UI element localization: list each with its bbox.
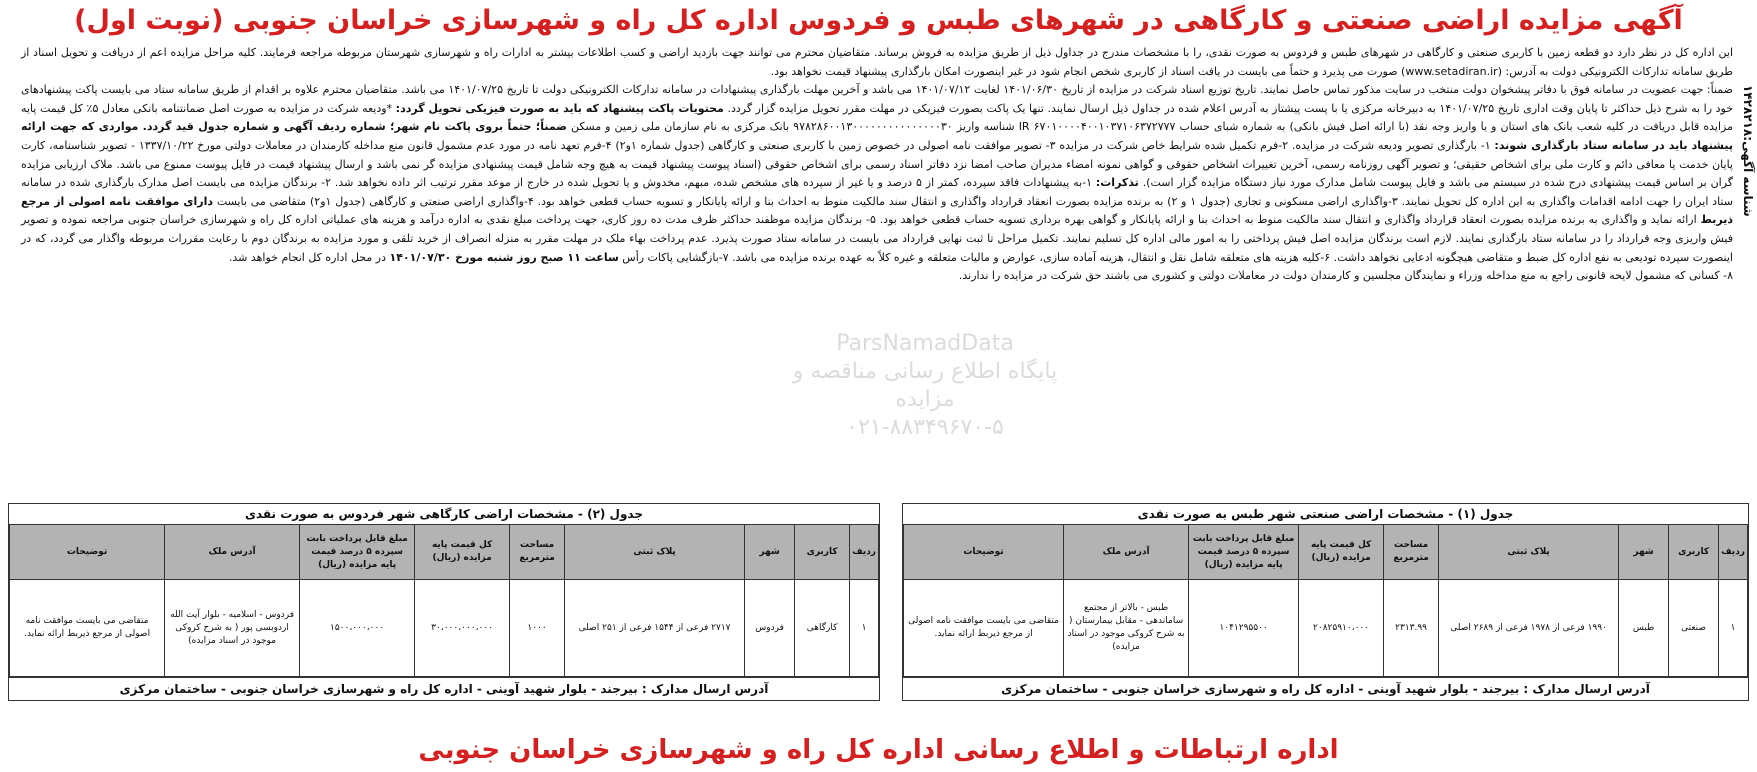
col-header: کاربری <box>795 525 850 580</box>
col-header: ردیف <box>1719 525 1748 580</box>
table-cell: ۱ <box>850 580 879 677</box>
bold-text: محتویات پاکت پیشنهاد که باید به صورت فیزیکی تحویل گردد: <box>395 101 724 115</box>
paragraph: این اداره کل در نظر دارد دو قطعه زمین با کاربری صنعتی و کارگاهی در شهرهای طبس و فردوس به صورت نقدی، را با مشخصات مندرج در جداول ذیل از طریق مزایده به فروش برساند. متقاضیان محترم می توانند جهت بازدید اراضی و کسب اطلاعات بیشتر به ادارات راه و شهرسازی شهرستان مربوطه مراجعه فرمایند. کلیه مراحل مزایده اعم از دریافت و تحویل اسناد از طریق سامانه تدارکات الکترونیکی دولت به آدرس: (www.setadiran.ir) صورت می پذیرد و حتماً می بایست در یافت اسناد از کاربری شخص انجام شود در غیر اینصورت امکان بارگذاری پیشنهاد قیمت نخواهد بود. <box>21 46 1733 78</box>
bold-text: دارای موافقت نامه اصولی از مرجع ذیربط <box>21 194 1734 227</box>
table-2 <box>8 503 880 701</box>
col-header: مبلغ قابل پرداخت بابت سپرده ۵ درصد قیمت پایه مزایده (ریال) <box>1189 525 1299 580</box>
ad-id-vertical: شناسه آگهی:۱۴۲۸۲۱۸ <box>1741 85 1755 217</box>
table-cell: فردوس - اسلامیه - بلوار آیت الله اردوبسی پور ( به شرح کروکی موجود در اسناد مزایده) <box>165 580 300 677</box>
table-cell: ۲۳۱۳.۹۹ <box>1384 580 1439 677</box>
col-header: ردیف <box>850 525 879 580</box>
table-cell: ۱۹۹۰ فرعی از ۱۹۷۸ فرعی از ۲۶۸۹ اصلی <box>1439 580 1619 677</box>
col-header: شهر <box>745 525 795 580</box>
table-title: جدول (۲) - مشخصات اراضی کارگاهی شهر فردوس به صورت نقدی <box>244 507 644 521</box>
table-cell: کارگاهی <box>795 580 850 677</box>
table-cell: ۱ <box>1719 580 1748 677</box>
watermark: ParsNamadData پایگاه اطلاع رسانی مناقصه و مزایده ۰۲۱-۸۸۳۴۹۶۷۰-۵ <box>792 331 1058 440</box>
col-header: مبلغ قابل پرداخت بابت سپرده ۵ درصد قیمت پایه مزایده (ریال) <box>300 525 415 580</box>
table-cell: طبس <box>1619 580 1669 677</box>
table-cell: ۱۵۰۰،۰۰۰،۰۰۰ <box>300 580 415 677</box>
paragraph: ضمناً: جهت عضویت در سامانه فوق با دفاتر پیشخوان دولت منتخب در سایت مذکور تماس حاصل نمایند. تاریخ توزیع اسناد شرکت در مزایده از تاریخ ۱۴۰۱/۰۶/۳۰ لغایت ۱۴۰۱/۰۷/۱۲ می باشد و آخرین مهلت بارگذاری پیشنهادات در سامانه تدارکات الکترونیکی دولت تا تاریخ ۱۴۰۱/۰۷/۲۵ می باشد. متقاضیان محترم علاوه بر اقدام از طریق سامانه ستاد می بایست پاکت پیشنهادهای خود را به شرح ذیل حداکثر تا پایان وقت اداری تاریخ ۱۴۰۱/۰۷/۲۵ به دبیرخانه مرکزی یا با پست پیشتاز به آدرس اعلام شده در جداول ذیل ارسال نمایند. تنها یک پاکت بصورت فیزیکی در مهلت مقرر تحویل مزایده گزار گردد. محتویات پاکت پیشنهاد که باید به صورت فیزیکی تحویل گردد: *ودیعه شرکت در مزایده به صورت اصل ضمانتنامه بانکی معادل ۵٪ کل قیمت پایه مزایده قابل دریافت در کلیه شعب بانک های استان و یا واریز وجه نقد (با ارائه اصل فیش بانکی) به شماره شبای حساب IR ۶۷۰۱۰۰۰۰۴۰۰۱۰۳۷۱۰۶۳۷۲۷۷۷ شناسه واریز ۹۷۸۲۸۶۰۰۱۳۰۰۰۰۰۰۰۰۰۰۰۰۰۰۰۳۰ بانک مرکزی به نام سازمان ملی زمین و مسکن ضمناً؛ حتماً بروی پاکت نام شهر؛ شماره ردیف آگهی و شماره جدول قید گردد. مواردی که جهت ارائه پیشنهاد باید در سامانه ستاد بارگذاری شوند: ۱- بارگذاری تصویر ودیعه شرکت در مزایده. ۲-فرم تکمیل شده شرایط خاص شرکت در مزایده ۳- تصویر موافقت نامه اصولی در خصوص زمین با کاربری صنعتی و کارگاهی (جدول شماره ۱و۲) ۴-فرم تعهد نامه در مورد عدم مشمول قانون منع مداخله کارمندان در معاملات دولتی مورخ ۱۳۳۷/۱۰/۲۲ - تصویر شناسنامه، کارت پایان خدمت یا معافی دائم و کارت ملی برای اشخاص حقیقی؛ و تصویر آگهی روزنامه رسمی، آخرین تغییرات اشخاص حقوقی و گواهی نمونه امضاء مدیران صاحب امضا نزد دفاتر اسناد رسمی برای اشخاص حقوقی (اسناد پیوست پیشنهاد قیمت به هیچ وجه شامل قیمت پیشنهادی مزایده گر نمی باشد و ارسال پیشنهاد قیمت در فایل پیوست ممنوع می باشد. ملاک ارزیابی مزایده گران بر اساس قیمت پیشنهادی درج شده در سیستم می باشد و فایل پیوست شامل مدارک مورد نیاز دستگاه مزایده گزار است). تذکرات: ۱-به پیشنهادات فاقد سپرده، کمتر از ۵ درصد و یا غیر از سپرده های مشخص شده، مبهم، مخدوش و یا تحویل شده در خارج از موعد مقرر ترتیب اثر داده نخواهد شد. ۲- برندگان مزایده می بایست اصل مدارک بارگذاری شده در سامانه ستاد ایران را جهت ادامه اقدامات واگذاری به این اداره کل تحویل نمایند. ۳-واگذاری اراضی مسکونی و تجاری (جدول ۱ و ۲) به برنده مزایده بصورت انعقاد قرارداد واگذاری و انتقال سند مالکیت منوط به احداث بنا و ارائه پایانکار و تسویه حساب قطعی خواهد بود. ۴-واگذاری اراضی صنعتی و کارگاهی (جدول ۱و۲) متقاضی می بایست دارای موافقت نامه اصولی از مرجع ذیربط ارائه نماید و واگذاری به برنده مزایده بصورت انعقاد قرارداد واگذاری و انتقال سند مالکیت منوط به احداث بنا و ارائه پایانکار و گواهی بهره برداری تسویه حساب قطعی خواهد بود. ۵- برندگان مزایده موظفند حداکثر ظرف مدت ده روز کاری، جهت پرداخت مبلغ نقدی به اداره درآمد و هزینه های عملیاتی اداره کل راه و شهرسازی خراسان جنوبی مراجعه نموده و تصویر فیش واریزی وجه قرارداد را در سامانه ستاد بارگذاری نمایند. لازم است برندگان مزایده اصل فیش پرداختی را به امور مالی اداره کل تسلیم نمایند. تکمیل مراحل تا ثبت نهایی قرارداد می بایست در سامانه ستاد صورت پذیرد. عدم پرداخت بهاء ملک در مهلت مقرر به منزله انصراف از خرید تلقی و مورد مزایده به برندگان دوم با رعایت مقررات مربوطه واگذار می گردد، که در اینصورت سپرده تودیعی به نفع اداره کل ضبط و متقاضی هیچگونه ادعایی نخواهد داشت. ۶-کلیه هزینه های متعلقه شامل نقل و انتقال، هزینه آماده سازی، عوارض و مالیات متعلقه و غیره کلاً به عهده برنده مزایده می باشد. ۷-بازگشایی پاکات رأس ساعت ۱۱ صبح روز شنبه مورخ ۱۴۰۱/۰۷/۳۰ در محل اداره کل انجام خواهد شد. <box>21 83 1734 264</box>
col-header: کل قیمت پایه مزایده (ریال) <box>1299 525 1384 580</box>
send-address: آدرس ارسال مدارک : بیرجند - بلوار شهید آوینی - اداره کل راه و شهرسازی خراسان جنوبی - ساختمان مرکزی <box>9 677 879 700</box>
table-cell: صنعتی <box>1669 580 1719 677</box>
col-header: پلاک ثبتی <box>1439 525 1619 580</box>
paragraph: ۸- کسانی که مشمول لایحه قانونی راجع به منع مداخله وزراء و نمایندگان مجلسین و کارمندان دولت در معاملات دولتی و کشوری می باشند حق شرکت در مزایده را ندارند. <box>958 269 1733 283</box>
table-cell: متقاضی می بایست موافقت نامه اصولی از مرجع ذیربط ارائه نماید. <box>904 580 1064 677</box>
table-cell: ۳۰،۰۰۰،۰۰۰،۰۰۰ <box>415 580 510 677</box>
table-1 <box>902 503 1749 701</box>
data-table <box>903 524 1748 677</box>
table-row <box>10 580 879 677</box>
table-cell: متقاضی می بایست موافقت نامه اصولی از مرجع ذیربط ارائه نماید. <box>10 580 165 677</box>
table-cell: فردوس <box>745 580 795 677</box>
col-header: شهر <box>1619 525 1669 580</box>
col-header: مساحت مترمربع <box>510 525 565 580</box>
table-header-row <box>10 525 879 580</box>
table-row <box>904 580 1748 677</box>
col-header: پلاک ثبتی <box>565 525 745 580</box>
col-header: توضیحات <box>10 525 165 580</box>
send-address: آدرس ارسال مدارک : بیرجند - بلوار شهید آوینی - اداره کل راه و شهرسازی خراسان جنوبی - ساختمان مرکزی <box>903 677 1748 700</box>
table-header-row <box>904 525 1748 580</box>
table-cell: ۲۷۱۷ فرعی از ۱۵۴۴ فرعی از ۲۵۱ اصلی <box>565 580 745 677</box>
table-title: جدول (۱) - مشخصات اراضی صنعتی شهر طبس به صورت نقدی <box>1137 507 1514 521</box>
data-table <box>9 524 879 677</box>
ad-body <box>21 44 1733 286</box>
table-cell: ۱۰۰۰ <box>510 580 565 677</box>
bold-text: ضمناً؛ حتماً بروی پاکت نام شهر؛ شماره ردیف آگهی و شماره جدول قید گردد. مواردی که جهت ارائه پیشنهاد باید در سامانه ستاد بارگذاری شوند: <box>21 120 1733 152</box>
col-header: آدرس ملک <box>1064 525 1189 580</box>
ad-title: آگهی مزایده اراضی صنعتی و کارگاهی در شهرهای طبس و فردوس اداره کل راه و شهرسازی خراسان جنوبی (نوبت اول) <box>74 5 1683 36</box>
bold-text: تذکرات: <box>1095 176 1139 190</box>
table-cell: طبس - بالاتر از مجتمع ساماندهی - مقابل بیمارستان ( به شرح کروکی موجود در اسناد مزایده) <box>1064 580 1189 677</box>
col-header: مساحت مترمربع <box>1384 525 1439 580</box>
col-header: توضیحات <box>904 525 1064 580</box>
table-cell: ۱۰۴۱۲۹۵۵۰۰ <box>1189 580 1299 677</box>
col-header: کل قیمت پایه مزایده (ریال) <box>415 525 510 580</box>
col-header: آدرس ملک <box>165 525 300 580</box>
col-header: کاربری <box>1669 525 1719 580</box>
table-cell: ۲۰۸۲۵۹۱۰،۰۰۰ <box>1299 580 1384 677</box>
footer-title: اداره ارتباطات و اطلاع رسانی اداره کل راه و شهرسازی خراسان جنوبی <box>418 735 1339 765</box>
bold-text: ساعت ۱۱ صبح روز شنبه مورخ ۱۴۰۱/۰۷/۳۰ <box>389 250 619 264</box>
